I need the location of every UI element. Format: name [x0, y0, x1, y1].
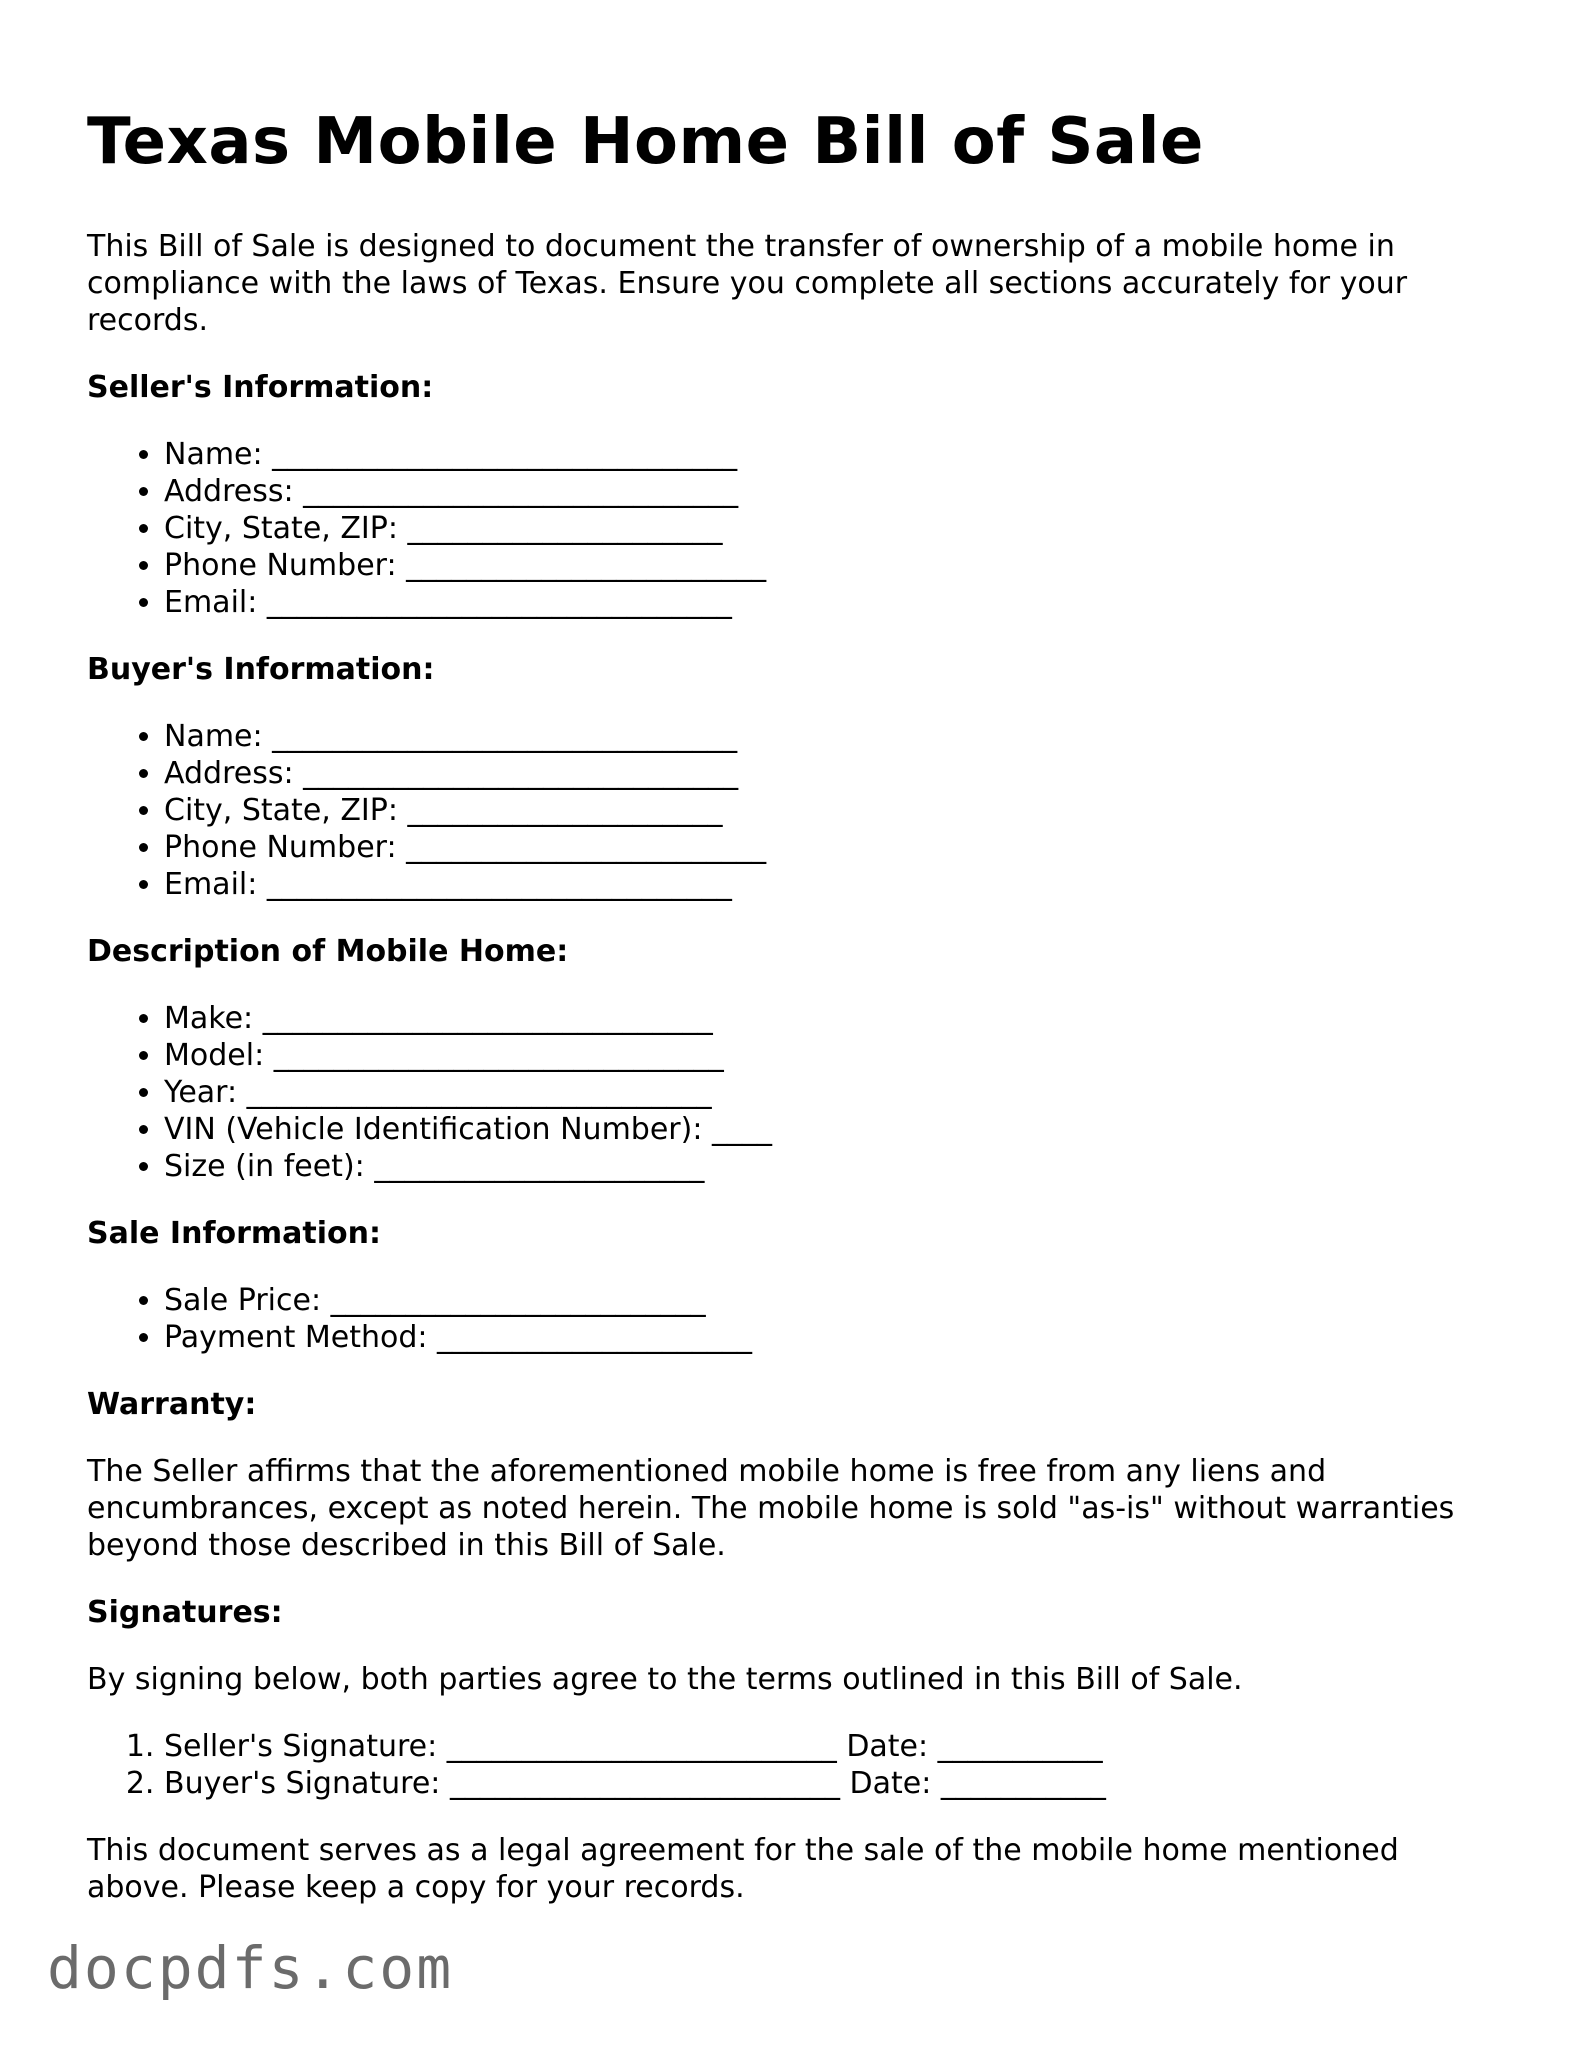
payment-method-blank[interactable]: _____________________ [437, 1320, 753, 1355]
date-label: Date: [846, 1729, 929, 1764]
home-vin-field [164, 1111, 1507, 1148]
payment-method-field [164, 1319, 1507, 1356]
field-label: Sale Price: [164, 1283, 322, 1318]
field-label: Buyer's Signature: [164, 1766, 441, 1801]
seller-signature-line [164, 1728, 1507, 1765]
field-label: Email: [164, 585, 258, 620]
home-make-blank[interactable]: ______________________________ [262, 1001, 713, 1036]
seller-name-field [164, 436, 1507, 473]
buyer-city-blank[interactable]: _____________________ [407, 793, 723, 828]
field-label: Email: [164, 867, 258, 902]
signatures-paragraph: By signing below, both parties agree to the terms outlined in this Bill of Sale. [87, 1662, 1243, 1697]
field-label: Phone Number: [164, 548, 397, 583]
closing-paragraph: This document serves as a legal agreement for the sale of the mobile home mentioned above. Please keep a copy for your records. [87, 1833, 1399, 1905]
field-label: Address: [164, 756, 294, 791]
home-year-blank[interactable]: _______________________________ [246, 1075, 712, 1110]
buyer-email-field [164, 866, 1507, 903]
warranty-paragraph: The Seller affirms that the aforementioned mobile home is free from any liens and encumbrances, except as noted herein. The mobile home is sold "as-is" without warranties beyond those described in this Bill of Sale. [87, 1454, 1455, 1563]
field-label: Size (in feet): [164, 1149, 365, 1184]
sale-fields [87, 1282, 1507, 1356]
home-year-field [164, 1074, 1507, 1111]
home-size-blank[interactable]: ______________________ [374, 1149, 705, 1184]
field-label: Name: [164, 437, 263, 472]
buyer-fields [87, 718, 1507, 903]
buyer-phone-blank[interactable]: ________________________ [406, 830, 767, 865]
field-label: City, State, ZIP: [164, 511, 398, 546]
seller-city-blank[interactable]: _____________________ [407, 511, 723, 546]
seller-phone-blank[interactable]: ________________________ [406, 548, 767, 583]
seller-name-blank[interactable]: _______________________________ [272, 437, 738, 472]
buyer-city-field [164, 792, 1507, 829]
seller-address-field [164, 473, 1507, 510]
buyer-name-blank[interactable]: _______________________________ [272, 719, 738, 754]
home-fields [87, 1000, 1507, 1185]
home-size-field [164, 1148, 1507, 1185]
buyer-email-blank[interactable]: _______________________________ [266, 867, 732, 902]
field-label: Address: [164, 474, 294, 509]
watermark-logo: docpdfs.com [47, 1934, 454, 2002]
sale-heading: Sale Information: [87, 1216, 381, 1251]
field-label: Model: [164, 1038, 265, 1073]
home-model-field [164, 1037, 1507, 1074]
seller-email-blank[interactable]: _______________________________ [266, 585, 732, 620]
field-label: VIN (Vehicle Identification Number): [164, 1112, 703, 1147]
buyer-signature-line [164, 1765, 1507, 1802]
home-heading: Description of Mobile Home: [87, 934, 569, 969]
document-title: Texas Mobile Home Bill of Sale [87, 105, 1204, 179]
buyer-name-field [164, 718, 1507, 755]
seller-date-blank[interactable]: ___________ [937, 1729, 1103, 1764]
buyer-phone-field [164, 829, 1507, 866]
field-label: Seller's Signature: [164, 1729, 438, 1764]
signatures-heading: Signatures: [87, 1595, 283, 1630]
seller-signature-blank[interactable]: __________________________ [446, 1729, 837, 1764]
field-label: Payment Method: [164, 1320, 428, 1355]
field-label: Name: [164, 719, 263, 754]
home-vin-blank[interactable]: ____ [711, 1112, 772, 1147]
seller-city-field [164, 510, 1507, 547]
seller-email-field [164, 584, 1507, 621]
seller-fields [87, 436, 1507, 621]
sale-price-field [164, 1282, 1507, 1319]
buyer-heading: Buyer's Information: [87, 652, 435, 687]
buyer-address-blank[interactable]: _____________________________ [303, 756, 739, 791]
home-make-field [164, 1000, 1507, 1037]
seller-address-blank[interactable]: _____________________________ [303, 474, 739, 509]
field-label: Make: [164, 1001, 254, 1036]
sale-price-blank[interactable]: _________________________ [330, 1283, 706, 1318]
signature-list [87, 1728, 1507, 1802]
seller-phone-field [164, 547, 1507, 584]
date-label: Date: [849, 1766, 932, 1801]
intro-paragraph: This Bill of Sale is designed to document the transfer of ownership of a mobile home in compliance with the laws of Texas. Ensure you complete all sections accurately for your records. [87, 229, 1408, 338]
buyer-signature-blank[interactable]: __________________________ [449, 1766, 840, 1801]
document-body [87, 228, 1507, 1936]
field-label: City, State, ZIP: [164, 793, 398, 828]
buyer-address-field [164, 755, 1507, 792]
field-label: Year: [164, 1075, 238, 1110]
buyer-date-blank[interactable]: ___________ [940, 1766, 1106, 1801]
home-model-blank[interactable]: ______________________________ [273, 1038, 724, 1073]
field-label: Phone Number: [164, 830, 397, 865]
warranty-heading: Warranty: [87, 1387, 257, 1422]
seller-heading: Seller's Information: [87, 370, 434, 405]
